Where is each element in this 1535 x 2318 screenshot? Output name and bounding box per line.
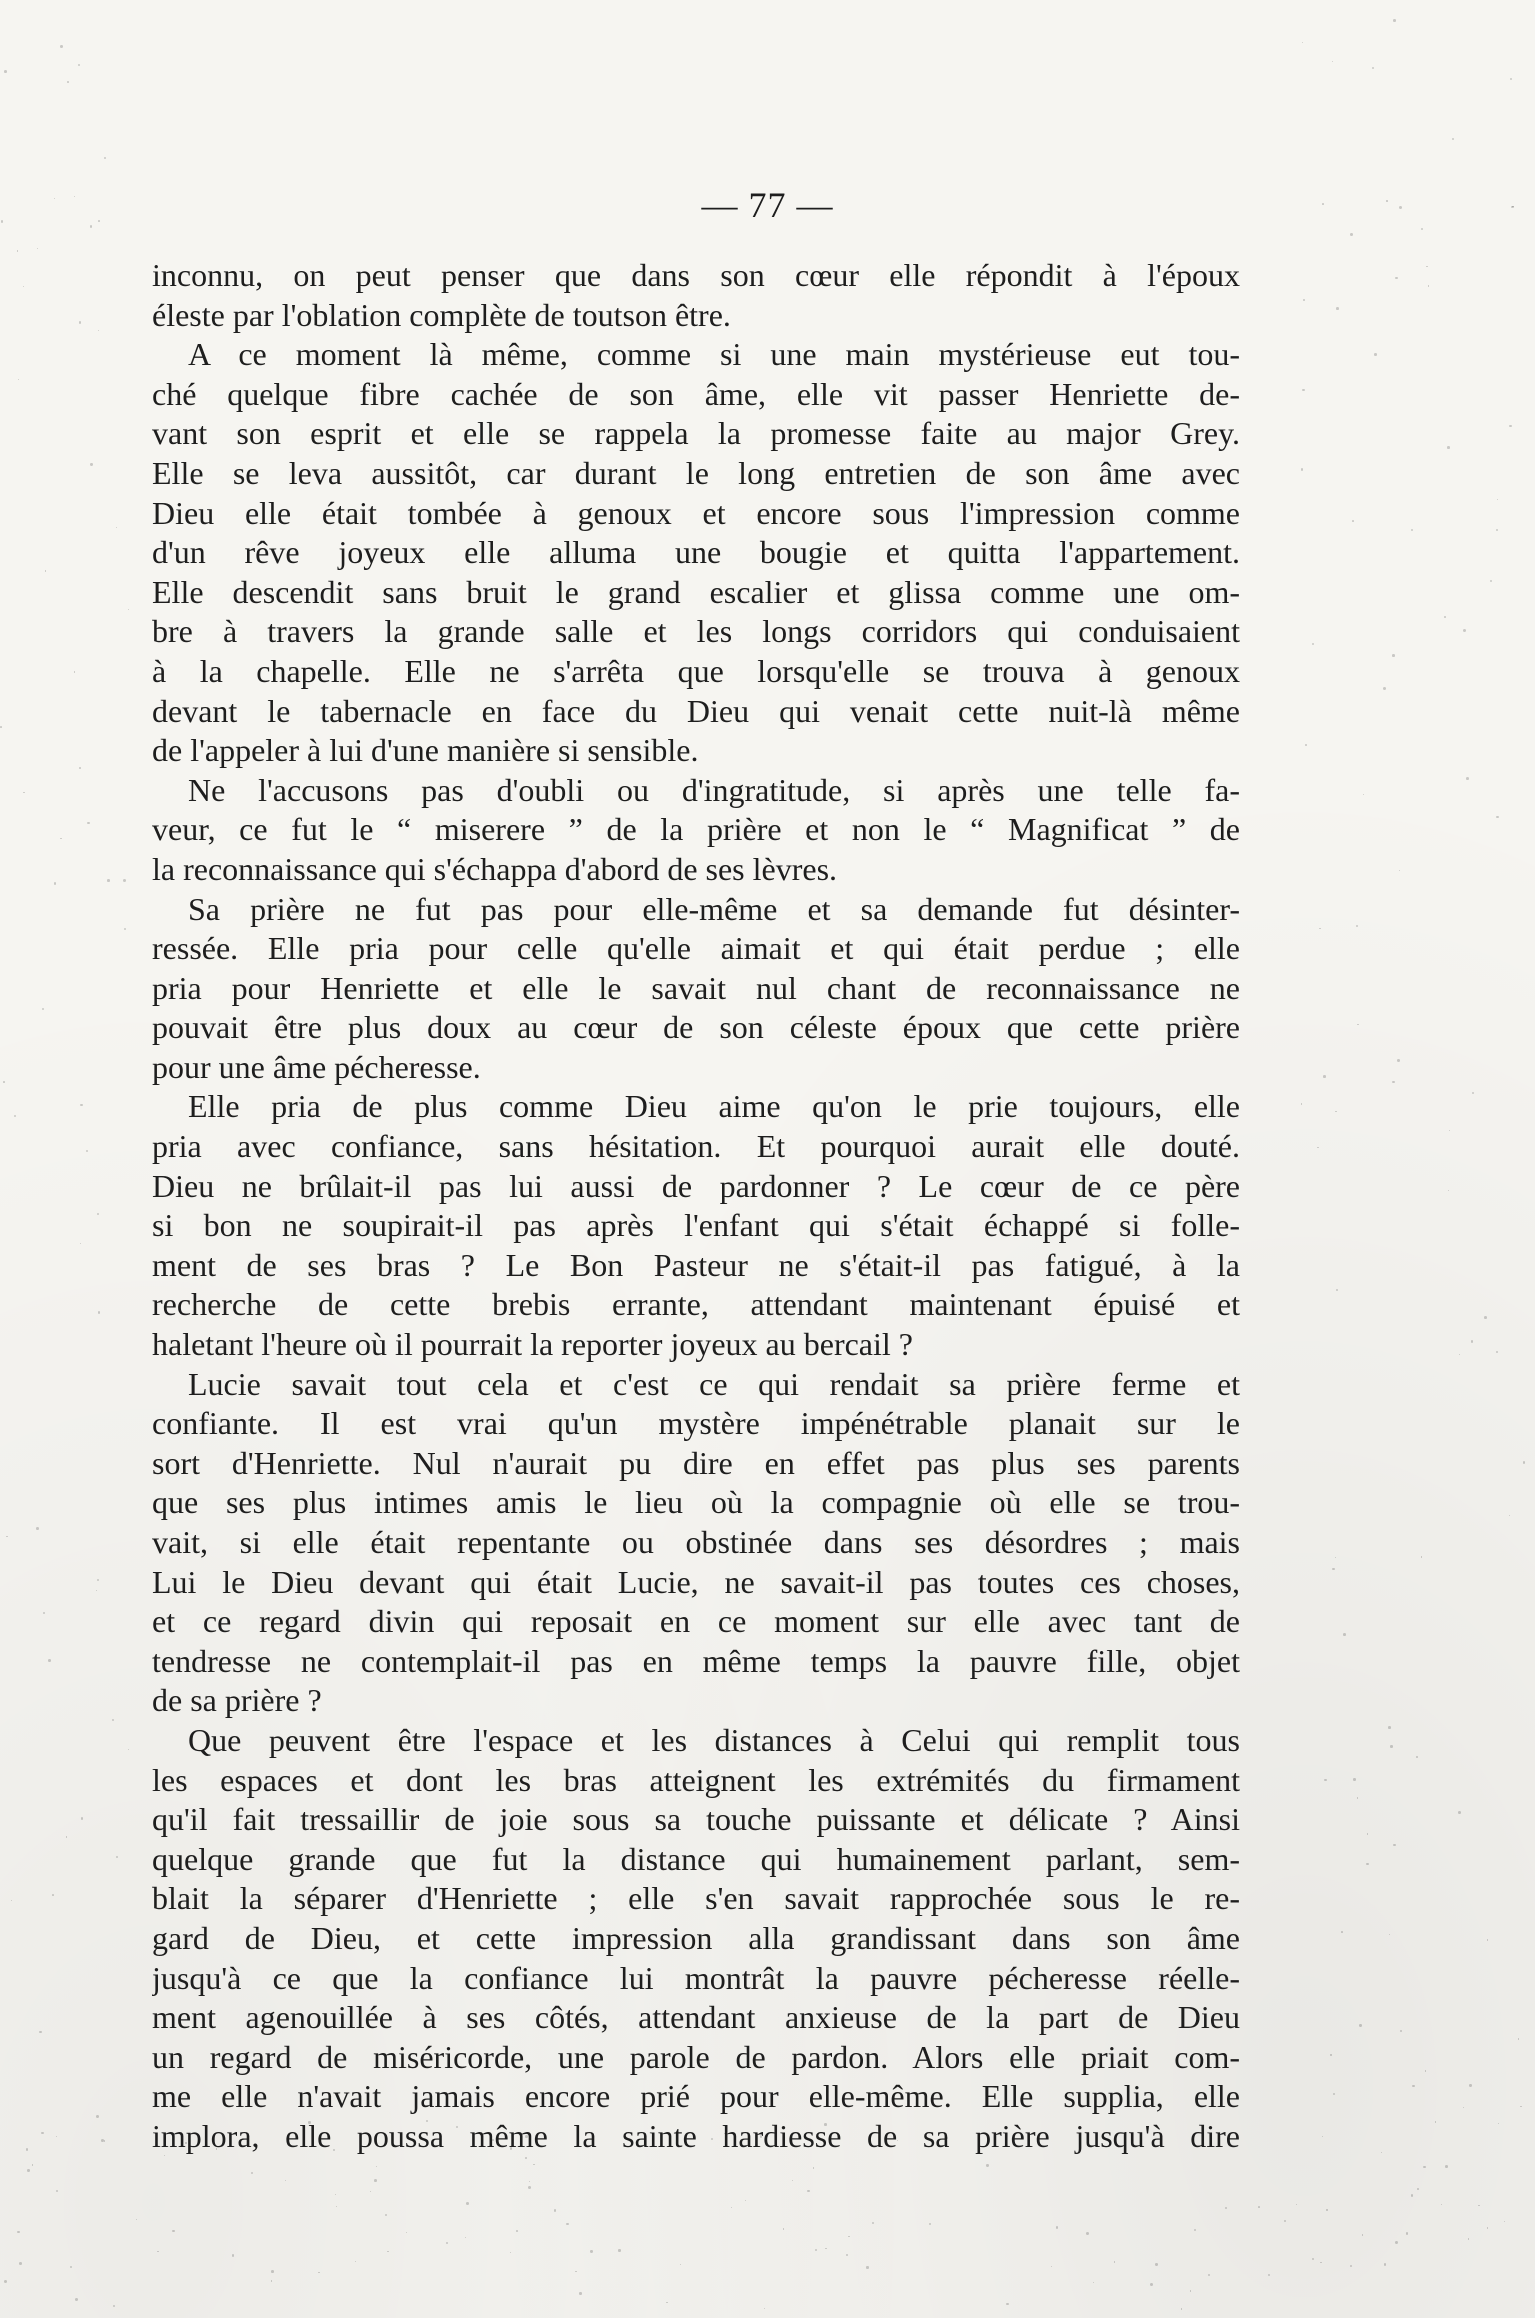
scan-noise bbox=[1393, 19, 1396, 22]
scan-noise bbox=[1302, 42, 1303, 43]
scan-noise bbox=[19, 2262, 22, 2265]
scan-noise bbox=[1421, 1556, 1422, 1557]
scan-noise bbox=[1303, 299, 1305, 301]
scan-noise bbox=[783, 2228, 784, 2229]
scan-noise bbox=[1322, 203, 1324, 205]
scan-noise bbox=[764, 2308, 765, 2309]
scan-noise bbox=[1459, 1354, 1460, 1355]
page-number: — 77 — bbox=[701, 185, 834, 225]
text-line: de sa prière ? bbox=[152, 1682, 322, 1719]
scan-noise bbox=[370, 2191, 372, 2193]
scan-noise bbox=[74, 671, 75, 672]
text-line: ché quelque fibre cachée de son âme, elle vit passer Henriette de- bbox=[152, 375, 1240, 412]
scan-noise bbox=[318, 2272, 319, 2273]
text-line: pria pour Henriette et elle le savait nul chant de reconnaissance ne bbox=[152, 969, 1240, 1006]
scan-noise bbox=[1319, 928, 1320, 929]
scan-noise bbox=[724, 2133, 725, 2134]
scan-noise bbox=[1367, 1833, 1369, 1835]
scan-noise bbox=[1487, 2227, 1488, 2228]
scan-noise bbox=[1363, 794, 1364, 795]
scan-noise bbox=[1326, 2209, 1327, 2210]
scan-noise bbox=[374, 2179, 377, 2182]
scan-noise bbox=[1421, 228, 1424, 231]
scan-noise bbox=[79, 767, 81, 769]
scan-noise bbox=[1411, 2194, 1414, 2197]
scan-noise bbox=[335, 2194, 336, 2195]
text-line: me elle n'avait jamais encore prié pour elle-même. Elle supplia, elle bbox=[152, 2078, 1240, 2115]
scan-noise bbox=[1389, 1934, 1390, 1935]
text-line: Elle se leva aussitôt, car durant le long entretien de son âme avec bbox=[152, 454, 1240, 491]
scan-noise bbox=[711, 2138, 713, 2140]
scan-noise bbox=[1374, 353, 1377, 356]
text-line: éleste par l'oblation complète de toutson être. bbox=[152, 296, 731, 333]
scan-noise bbox=[1469, 2084, 1471, 2086]
text-line: vait, si elle était repentante ou obstinée dans ses désordres ; mais bbox=[152, 1524, 1240, 1560]
scan-noise bbox=[1372, 67, 1374, 69]
text-line: les espaces et dont les bras atteignent les extrémités du firmament bbox=[152, 1761, 1240, 1798]
text-line: Elle descendit sans bruit le grand escalier et glissa comme une om- bbox=[152, 573, 1240, 610]
scan-noise bbox=[1093, 2282, 1094, 2283]
scan-noise bbox=[56, 2136, 57, 2137]
scan-noise bbox=[6, 1536, 7, 1537]
scan-noise bbox=[1471, 1340, 1474, 1343]
scan-noise bbox=[446, 2242, 448, 2244]
scan-noise bbox=[81, 1817, 83, 1819]
scan-noise bbox=[60, 45, 63, 48]
scan-noise bbox=[516, 2230, 518, 2232]
scan-noise bbox=[1301, 468, 1303, 470]
text-line: Que peuvent être l'espace et les distances à Celui qui remplit tous bbox=[188, 1721, 1240, 1758]
scan-noise bbox=[1296, 2204, 1297, 2205]
scan-noise bbox=[1356, 925, 1358, 927]
scan-noise bbox=[271, 2270, 274, 2273]
scan-noise bbox=[1472, 1092, 1474, 1094]
scan-noise bbox=[52, 1894, 54, 1896]
scan-noise bbox=[1449, 1130, 1450, 1131]
text-line: pour une âme pécheresse. bbox=[152, 1048, 481, 1085]
scan-noise bbox=[1428, 285, 1430, 287]
scan-noise bbox=[1322, 2136, 1323, 2137]
scan-noise bbox=[1406, 2232, 1409, 2235]
scan-noise bbox=[56, 2190, 58, 2192]
scan-noise bbox=[1208, 2274, 1210, 2276]
text-line: ressée. Elle pria pour celle qu'elle aimait et qui était perdue ; elle bbox=[152, 930, 1240, 967]
scan-noise bbox=[1350, 2265, 1352, 2267]
scan-noise bbox=[1496, 529, 1499, 532]
text-line: Dieu ne brûlait-il pas lui aussi de pardonner ? Le cœur de ce père bbox=[152, 1167, 1240, 1204]
scan-noise bbox=[1498, 2123, 1499, 2124]
scan-noise bbox=[1268, 2274, 1271, 2277]
text-line: de l'appeler à lui d'une manière si sensible. bbox=[152, 732, 699, 769]
scan-noise bbox=[566, 2223, 569, 2226]
scan-noise bbox=[1323, 1075, 1326, 1078]
scan-noise bbox=[97, 1213, 99, 1215]
scan-noise bbox=[14, 1115, 17, 1118]
scan-noise bbox=[680, 2264, 681, 2265]
scan-noise bbox=[1463, 2107, 1465, 2109]
scan-noise bbox=[308, 2121, 310, 2123]
scan-noise bbox=[1497, 499, 1498, 500]
scan-noise bbox=[824, 2123, 827, 2126]
scan-noise bbox=[79, 321, 82, 324]
scan-noise bbox=[1441, 2204, 1442, 2205]
scan-noise bbox=[426, 2120, 428, 2122]
text-line: quelque grande que fut la distance qui humainement parlant, sem- bbox=[152, 1840, 1240, 1877]
scan-noise bbox=[157, 2251, 158, 2252]
scan-noise bbox=[825, 2248, 827, 2250]
scan-noise bbox=[1484, 1316, 1487, 1319]
scan-noise bbox=[112, 1719, 114, 1721]
text-line: implora, elle poussa même la sainte hardiesse de sa prière jusqu'à dire bbox=[152, 2117, 1240, 2154]
scan-noise bbox=[67, 81, 69, 83]
scan-noise bbox=[1181, 2308, 1182, 2309]
scan-noise bbox=[846, 2254, 848, 2256]
scan-noise bbox=[1352, 520, 1354, 522]
scan-noise bbox=[128, 1749, 129, 1750]
text-line: veur, ce fut le “ miserere ” de la prière et non le “ Magnificat ” de bbox=[152, 811, 1240, 848]
scan-noise bbox=[1155, 2263, 1157, 2265]
scan-noise bbox=[1114, 2261, 1115, 2262]
scan-noise bbox=[1425, 2070, 1426, 2071]
scan-noise bbox=[1056, 2226, 1059, 2229]
scan-noise bbox=[815, 2249, 817, 2251]
scan-noise bbox=[510, 2252, 511, 2253]
scan-noise bbox=[1510, 78, 1513, 81]
scan-noise bbox=[113, 2305, 115, 2307]
scan-noise bbox=[1330, 2054, 1331, 2055]
text-line: d'un rêve joyeux elle alluma une bougie et quitta l'appartement. bbox=[152, 534, 1240, 571]
scan-noise bbox=[528, 2186, 531, 2189]
scan-noise bbox=[376, 2166, 377, 2167]
text-line: confiante. Il est vrai qu'un mystère impénétrable planait sur le bbox=[152, 1405, 1240, 1442]
scan-noise bbox=[590, 2250, 592, 2252]
scan-noise bbox=[80, 1243, 81, 1244]
scan-noise bbox=[90, 463, 92, 465]
scan-noise bbox=[1, 220, 3, 222]
text-line: blait la séparer d'Henriette ; elle s'en savait rapprochée sous le re- bbox=[152, 1880, 1240, 1917]
scan-noise bbox=[32, 2164, 33, 2165]
scan-noise bbox=[26, 2148, 29, 2151]
scan-noise bbox=[1366, 1863, 1369, 1866]
scan-noise bbox=[101, 2139, 104, 2142]
scan-noise bbox=[1518, 2038, 1520, 2040]
scan-noise bbox=[0, 726, 2, 728]
scan-noise bbox=[1386, 200, 1387, 201]
scan-noise bbox=[36, 1527, 39, 1530]
scan-noise bbox=[1320, 2262, 1322, 2264]
scan-noise bbox=[87, 822, 89, 824]
text-line: qu'il fait tressaillir de joie sous sa touche puissante et délicate ? Ainsi bbox=[152, 1801, 1240, 1838]
scan-noise bbox=[745, 2200, 746, 2201]
scan-noise bbox=[1511, 206, 1513, 208]
scan-noise bbox=[465, 2237, 466, 2238]
scan-noise bbox=[98, 220, 100, 222]
scan-noise bbox=[618, 2249, 620, 2251]
text-line: si bon ne soupirait-il pas après l'enfant qui s'était échappé si folle- bbox=[152, 1207, 1240, 1244]
scan-noise bbox=[579, 2292, 581, 2294]
scan-noise bbox=[1086, 2232, 1089, 2235]
scan-noise bbox=[1416, 1756, 1418, 1758]
scan-noise bbox=[666, 2302, 667, 2303]
text-line: jusqu'à ce que la confiance lui montrât la pauvre pécheresse réelle- bbox=[152, 1959, 1240, 1996]
scan-noise bbox=[1150, 2283, 1153, 2286]
scan-noise bbox=[45, 570, 46, 571]
scan-noise bbox=[17, 250, 18, 251]
scan-noise bbox=[23, 792, 25, 794]
scan-noise bbox=[872, 2222, 874, 2224]
body-text bbox=[152, 256, 1240, 2157]
scan-noise bbox=[1399, 206, 1402, 209]
scan-noise bbox=[116, 527, 117, 528]
scan-noise bbox=[1343, 1633, 1346, 1636]
scan-noise bbox=[48, 1659, 51, 1662]
scan-noise bbox=[124, 928, 126, 930]
text-line: ment de ses bras ? Le Bon Pasteur ne s'était-il pas fatigué, à la bbox=[152, 1246, 1240, 1283]
text-line: bre à travers la grande salle et les longs corridors qui conduisaient bbox=[152, 613, 1240, 650]
scan-noise bbox=[23, 286, 24, 287]
text-line: Lucie savait tout cela et c'est ce qui rendait sa prière ferme et bbox=[188, 1365, 1240, 1402]
scan-noise bbox=[97, 1579, 99, 1581]
scan-noise bbox=[1444, 616, 1446, 618]
scan-noise bbox=[1411, 529, 1413, 531]
scan-noise bbox=[80, 1104, 82, 1106]
scan-noise bbox=[75, 2298, 78, 2301]
scan-noise bbox=[1190, 2290, 1192, 2292]
scan-noise bbox=[136, 2219, 137, 2220]
scan-noise bbox=[18, 379, 19, 380]
scan-noise bbox=[66, 1836, 68, 1838]
scan-noise bbox=[70, 2266, 72, 2268]
scan-noise bbox=[1423, 2166, 1425, 2168]
text-line: inconnu, on peut penser que dans son cœur elle répondit à l'époux bbox=[152, 257, 1240, 293]
text-line: tendresse ne contemplait-il pas en même temps la pauvre fille, objet bbox=[152, 1642, 1240, 1679]
scan-noise bbox=[1412, 2085, 1414, 2087]
scan-noise bbox=[525, 2157, 527, 2159]
text-line: Elle pria de plus comme Dieu aime qu'on le prie toujours, elle bbox=[188, 1088, 1240, 1125]
scan-noise bbox=[1194, 2229, 1196, 2231]
scan-noise bbox=[1317, 1147, 1318, 1148]
scan-noise bbox=[1520, 2106, 1521, 2107]
scan-noise bbox=[406, 2232, 407, 2233]
text-line: et ce regard divin qui reposait en ce moment sur elle avec tant de bbox=[152, 1603, 1240, 1640]
scan-noise bbox=[1395, 2241, 1398, 2244]
text-line: Sa prière ne fut pas pour elle-même et sa demande fut désinter- bbox=[188, 890, 1240, 927]
text-line: la reconnaissance qui s'échappa d'abord de ses lèvres. bbox=[152, 850, 838, 887]
scan-noise bbox=[554, 2209, 557, 2212]
scan-noise bbox=[1466, 777, 1469, 780]
scan-noise bbox=[1509, 425, 1512, 428]
scan-noise bbox=[1487, 1939, 1488, 1940]
scan-noise bbox=[98, 1311, 101, 1314]
text-line: Ne l'accusons pas d'oubli ou d'ingratitude, si après une telle fa- bbox=[188, 771, 1240, 808]
scan-noise bbox=[1384, 2263, 1387, 2266]
scan-noise bbox=[1381, 2152, 1382, 2153]
scan-noise bbox=[1284, 2220, 1286, 2222]
scan-noise bbox=[1392, 654, 1395, 657]
scan-noise bbox=[104, 157, 106, 159]
scan-noise bbox=[1132, 2140, 1133, 2141]
scan-noise bbox=[1390, 1745, 1392, 1747]
scan-noise bbox=[1353, 1778, 1355, 1780]
text-line: ment agenouillée à ses côtés, attendant anxieuse de la part de Dieu bbox=[152, 1999, 1240, 2036]
scan-noise bbox=[1463, 629, 1466, 632]
scan-noise bbox=[232, 2254, 234, 2256]
scan-noise bbox=[1301, 1103, 1303, 1105]
scan-noise bbox=[1490, 580, 1492, 582]
scan-noise bbox=[1399, 870, 1400, 871]
text-line: vant son esprit et elle se rappela la promesse faite au major Grey. bbox=[152, 415, 1240, 452]
scan-noise bbox=[1006, 2303, 1009, 2306]
scan-noise bbox=[17, 2231, 20, 2234]
scan-noise bbox=[4, 2280, 7, 2283]
scan-noise bbox=[1225, 2207, 1227, 2209]
scan-noise bbox=[807, 2190, 810, 2193]
text-line: gard de Dieu, et cette impression alla grandissant dans son âme bbox=[152, 1919, 1240, 1956]
text-line: un regard de miséricorde, une parole de pardon. Alors elle priait com- bbox=[152, 2038, 1240, 2075]
text-line: recherche de cette brebis errante, attendant maintenant épuisé et bbox=[152, 1286, 1240, 1323]
scan-noise bbox=[1332, 61, 1333, 62]
scan-noise bbox=[1426, 266, 1427, 267]
scan-noise bbox=[1362, 2234, 1364, 2236]
scan-noise bbox=[1302, 389, 1305, 392]
scan-noise bbox=[1258, 2206, 1260, 2208]
scan-noise bbox=[1357, 1024, 1358, 1025]
scan-noise bbox=[3, 1081, 5, 1083]
scan-noise bbox=[946, 2137, 948, 2139]
scan-noise bbox=[86, 1150, 88, 1152]
scan-noise bbox=[1452, 138, 1455, 141]
scan-noise bbox=[1336, 307, 1339, 310]
scan-noise bbox=[1359, 2024, 1361, 2026]
scan-noise bbox=[98, 330, 99, 331]
scan-noise bbox=[1523, 1461, 1526, 1464]
text-line: sort d'Henriette. Nul n'aurait pu dire en effet pas plus ses parents bbox=[152, 1444, 1240, 1481]
scan-noise bbox=[466, 2202, 469, 2205]
scan-noise bbox=[172, 2230, 174, 2232]
scan-noise bbox=[4, 70, 7, 73]
scan-noise bbox=[766, 2135, 768, 2137]
scan-noise bbox=[760, 2135, 763, 2138]
scan-noise bbox=[368, 2143, 370, 2145]
scan-noise bbox=[27, 2169, 30, 2172]
scan-noise bbox=[1051, 2266, 1052, 2267]
scan-noise bbox=[575, 2271, 577, 2273]
scan-noise bbox=[525, 2135, 528, 2138]
scan-noise bbox=[1393, 1844, 1396, 1847]
scan-noise bbox=[813, 2167, 814, 2168]
scan-noise bbox=[78, 64, 80, 66]
scan-noise bbox=[1478, 2205, 1479, 2206]
scan-noise bbox=[116, 1856, 119, 1859]
text-line: à la chapelle. Elle ne s'arrêta que lorsqu'elle se trouva à genoux bbox=[152, 652, 1240, 689]
text-line: que ses plus intimes amis le lieu où la compagnie où elle se trou- bbox=[152, 1484, 1240, 1521]
scan-noise bbox=[1341, 1931, 1343, 1933]
scan-noise bbox=[1509, 1515, 1510, 1516]
scan-noise bbox=[848, 2236, 849, 2237]
scan-noise bbox=[1324, 1779, 1327, 1782]
text-line: haletant l'heure où il pourrait la reporter joyeux au bercail ? bbox=[152, 1326, 913, 1363]
scan-noise bbox=[510, 2147, 512, 2149]
scan-noise bbox=[1397, 1059, 1400, 1062]
scan-noise bbox=[41, 2132, 43, 2134]
scan-noise bbox=[42, 1008, 44, 1010]
scan-noise bbox=[792, 2180, 793, 2181]
scan-noise bbox=[1447, 446, 1450, 449]
scan-noise bbox=[1496, 816, 1498, 818]
scan-noise bbox=[1383, 687, 1386, 690]
scan-noise bbox=[1504, 2221, 1505, 2222]
scan-noise bbox=[529, 2181, 530, 2182]
scan-noise bbox=[185, 2142, 186, 2143]
scan-noise bbox=[1333, 2093, 1335, 2095]
scan-noise bbox=[731, 2207, 732, 2208]
scan-noise bbox=[1395, 277, 1398, 280]
scan-noise bbox=[1312, 2258, 1314, 2260]
scan-noise bbox=[1417, 2188, 1419, 2190]
scan-noise bbox=[60, 838, 61, 839]
scan-noise bbox=[107, 879, 110, 882]
scan-noise bbox=[1350, 233, 1353, 236]
scan-noise bbox=[1458, 1811, 1461, 1814]
scan-noise bbox=[1400, 2030, 1402, 2032]
scan-noise bbox=[1332, 1568, 1334, 1570]
scan-noise bbox=[1468, 2238, 1469, 2239]
scan-noise bbox=[929, 2223, 931, 2225]
scan-noise bbox=[54, 882, 57, 885]
scan-noise bbox=[128, 609, 129, 610]
scan-noise bbox=[96, 1590, 97, 1591]
scan-noise bbox=[1335, 1557, 1336, 1558]
scan-noise bbox=[1392, 1081, 1395, 1084]
scan-noise bbox=[1305, 744, 1307, 746]
scan-noise bbox=[866, 2266, 868, 2268]
scan-noise bbox=[285, 2180, 286, 2181]
text-line: Dieu elle était tombée à genoux et encore sous l'impression comme bbox=[152, 494, 1240, 531]
text-line: Lui le Dieu devant qui était Lucie, ne savait-il pas toutes ces choses, bbox=[152, 1563, 1240, 1600]
scan-noise bbox=[385, 2214, 387, 2216]
scan-noise bbox=[43, 1612, 45, 1614]
scan-noise bbox=[1357, 1797, 1359, 1799]
scan-noise bbox=[123, 879, 126, 882]
scan-noise bbox=[1388, 1726, 1391, 1729]
text-line: devant le tabernacle en face du Dieu qui venait cette nuit-là même bbox=[152, 692, 1240, 729]
scan-noise bbox=[1312, 643, 1314, 645]
text-line: A ce moment là même, comme si une main mystérieuse eut tou- bbox=[188, 336, 1240, 373]
text-line: pouvait être plus doux au cœur de son céleste époux que cette prière bbox=[152, 1009, 1240, 1046]
scan-noise bbox=[104, 2140, 105, 2141]
scan-noise bbox=[336, 2206, 337, 2207]
text-line: pria avec confiance, sans hésitation. Et pourquoi aurait elle douté. bbox=[152, 1128, 1240, 1165]
scan-noise bbox=[355, 2261, 356, 2262]
scan-noise bbox=[11, 1900, 12, 1901]
scan-noise bbox=[96, 2115, 99, 2118]
scan-noise bbox=[251, 2172, 253, 2174]
scan-noise bbox=[39, 2031, 41, 2033]
scan-noise bbox=[533, 2164, 535, 2166]
scan-noise bbox=[37, 248, 38, 249]
scan-noise bbox=[986, 2164, 988, 2166]
scan-noise bbox=[387, 2251, 388, 2252]
scan-noise bbox=[1335, 1111, 1337, 1113]
scan-noise bbox=[1445, 2165, 1448, 2168]
scan-noise bbox=[1448, 1190, 1449, 1191]
scan-noise bbox=[1496, 1351, 1498, 1353]
scan-noise bbox=[1435, 2121, 1437, 2123]
scan-noise bbox=[271, 2280, 273, 2282]
scan-noise bbox=[333, 2149, 335, 2151]
scan-noise bbox=[1336, 1289, 1338, 1291]
